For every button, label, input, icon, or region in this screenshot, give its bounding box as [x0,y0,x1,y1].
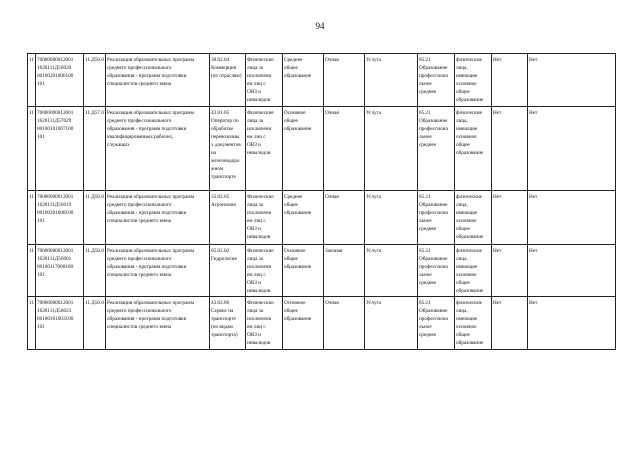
flag-cell-2: Нет [528,107,616,191]
education-level-cell: Основное общее образование [283,297,324,350]
recipients-cell: физические лица, имеющие основное общее образование [455,245,492,297]
specialty-cell: 35.02.05 Агрономия [210,191,246,245]
table-row [28,245,616,297]
page-number: 94 [315,21,325,31]
okved-cell: 11.Д57.0 [84,107,106,191]
flag-cell-1: Нет [492,107,528,191]
okved-cell: 11.Д56.0 [84,245,106,297]
service-name-cell: Реализация образовательных программ среднего профессионального образования - программ подготовки квалифицированных рабочих, служащих [106,107,210,191]
registry-code-cell: 70000000012001 1620111Д56023 00100101003100 101 [36,297,84,350]
services-table [27,53,616,350]
specialty-cell: 43.02.06 Сервис на транспорте (по видам транспорта) [210,297,246,350]
education-code-cell: 85.21 Образование профессиона льное среднее [418,297,455,350]
registry-code-cell: 70000000012001 1620111Д56020 00100201006100 101 [36,54,84,107]
recipients-cell: физические лица, имеющие основное общее образование [455,191,492,245]
education-level-cell: Среднее общее образование [283,54,324,107]
consumer-category-cell: Физические лица за исключени ем лиц с ОВЗ и инвалидов [246,107,283,191]
flag-cell-1: Нет [492,191,528,245]
education-level-cell: Основное общее образование [283,107,324,191]
recipients-cell: физические лица, имеющие основное общее образование [455,297,492,350]
okved-cell: 11.Д56.0 [84,191,106,245]
service-type-cell: Услуга [365,191,418,245]
table-row [28,107,616,191]
table-row [28,191,616,245]
education-code-cell: 85.21 Образование профессиона льное среднее [418,191,455,245]
flag-cell-2: Нет [528,54,616,107]
table-row [28,297,616,350]
study-form-cell: Очная [324,107,365,191]
row-number-cell: 11 [28,107,36,191]
service-name-cell: Реализация образовательных программ среднего профессионального образования - программ подготовки специалистов среднего звена [106,191,210,245]
consumer-category-cell: Физические лица за исключени ем лиц с ОВЗ и инвалидов [246,54,283,107]
row-number-cell: 11 [28,297,36,350]
education-level-cell: Среднее общее образование [283,191,324,245]
service-type-cell: Услуга [365,297,418,350]
study-form-cell: Заочная [324,245,365,297]
recipients-cell: физические лица, имеющие основное общее образование [455,54,492,107]
flag-cell-2: Нет [528,191,616,245]
registry-code-cell: 70000000012001 1620111Д56001 00100117000100 101 [36,245,84,297]
consumer-category-cell: Физические лица за исключени ем лиц с ОВЗ и инвалидов [246,297,283,350]
flag-cell-2: Нет [528,245,616,297]
registry-code-cell: 70000000012001 1620111Д57029 00100101007100 101 [36,107,84,191]
okved-cell: 11.Д56.0 [84,54,106,107]
flag-cell-1: Нет [492,245,528,297]
consumer-category-cell: Физические лица за исключени ем лиц с ОВЗ и инвалидов [246,245,283,297]
education-code-cell: 85.21 Образование профессиона льное среднее [418,245,455,297]
service-name-cell: Реализация образовательных программ среднего профессионального образования - программ подготовки специалистов среднего звена [106,54,210,107]
specialty-cell: 05.02.02 Гидрология [210,245,246,297]
recipients-cell: физические лица, имеющие основное общее образование [455,107,492,191]
specialty-cell: 43.01.05 Оператор по обработке перевозочны х документов на железнодоро жном транспорте [210,107,246,191]
study-form-cell: Очная [324,54,365,107]
service-type-cell: Услуга [365,107,418,191]
okved-cell: 11.Д56.0 [84,297,106,350]
education-level-cell: Основное общее образование [283,245,324,297]
service-type-cell: Услуга [365,245,418,297]
study-form-cell: Очная [324,297,365,350]
row-number-cell: 11 [28,191,36,245]
flag-cell-1: Нет [492,54,528,107]
service-name-cell: Реализация образовательных программ среднего профессионального образования - программ подготовки специалистов среднего звена [106,245,210,297]
service-type-cell: Услуга [365,54,418,107]
education-code-cell: 85.21 Образование профессиона льное среднее [418,54,455,107]
specialty-cell: 38.02.04 Коммерция (по отраслям) [210,54,246,107]
service-name-cell: Реализация образовательных программ среднего профессионального образования - программ подготовки специалистов среднего звена [106,297,210,350]
consumer-category-cell: Физические лица за исключени ем лиц с ОВЗ и инвалидов [246,191,283,245]
registry-code-cell: 70000000012001 1620111Д56019 00100201008100 101 [36,191,84,245]
study-form-cell: Очная [324,191,365,245]
flag-cell-1: Нет [492,297,528,350]
education-code-cell: 85.21 Образование профессиона льное среднее [418,107,455,191]
row-number-cell: 11 [28,245,36,297]
row-number-cell: 11 [28,54,36,107]
table-row [28,54,616,107]
flag-cell-2: Нет [528,297,616,350]
